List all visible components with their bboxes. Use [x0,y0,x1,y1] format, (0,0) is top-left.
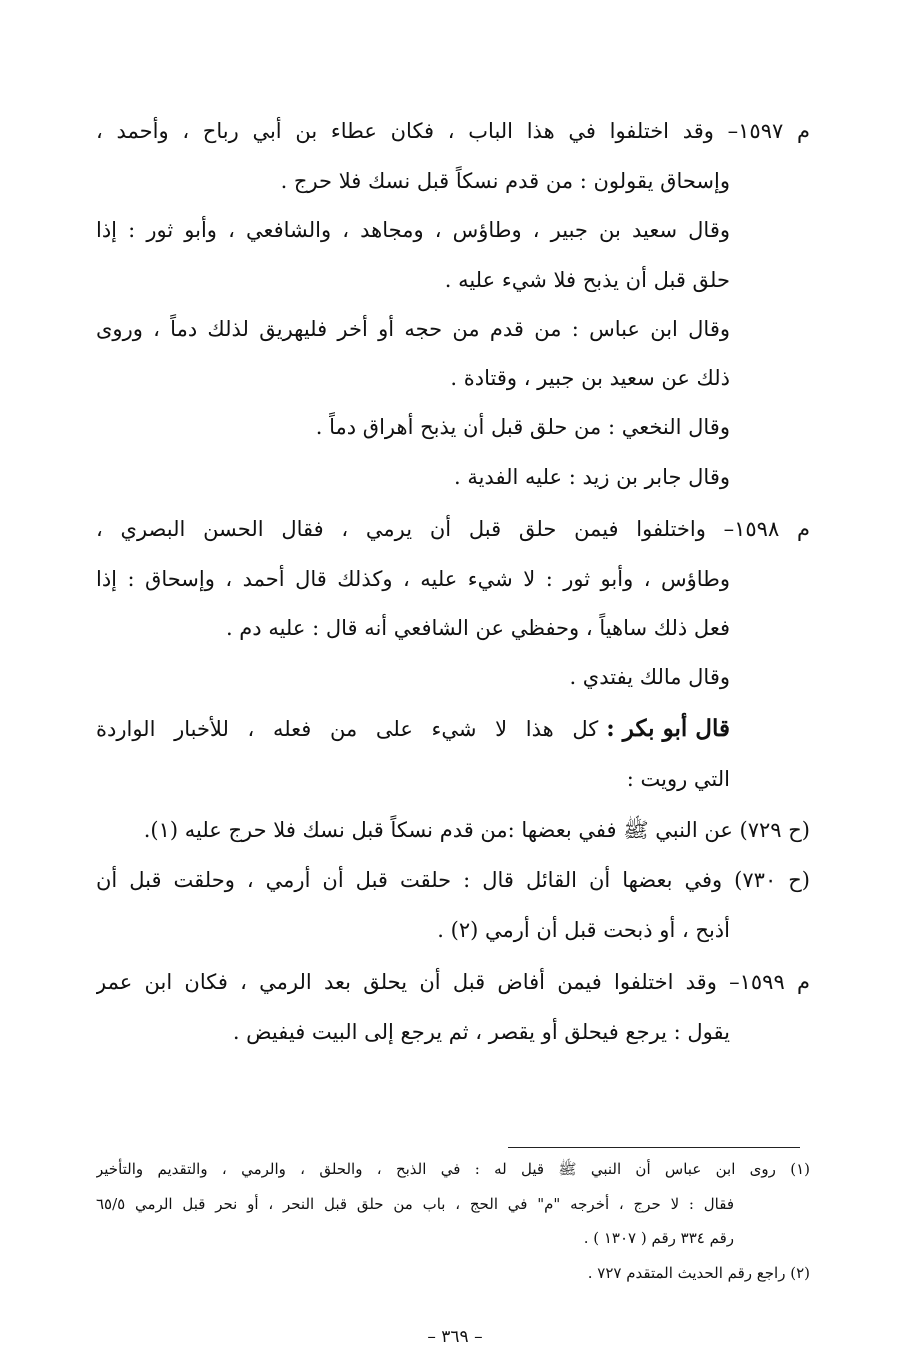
paragraph-1597-line-2: وإسحاق يقولون : من قدم نسكاً قبل نسك فلا حرج . [280,169,730,193]
hadith-730-line-1: (ح ٧٣٠) وفي بعضها أن القائل قال : حلقت قبل أن أرمي ، وحلقت قبل أن [96,868,810,892]
paragraph-1598-line-2: وطاؤس ، وأبو ثور : لا شيء عليه ، وكذلك قال أحمد ، وإسحاق : إذا [96,567,730,591]
footnote-1-line-3: رقم ٣٣٤ رقم ( ١٣٠٧ ) . [583,1229,734,1247]
abu-bakr-text: كل هذا لا شيء على من فعله ، للأخبار الواردة [96,717,599,741]
page-number: – ٣٦٩ – [427,1327,483,1347]
paragraph-ibn-abbas-line-2: ذلك عن سعيد بن جبير ، وقتادة . [450,366,730,390]
footnote-1-line-2: فقال : لا حرج ، أخرجه "م" في الحج ، باب من حلق قبل النحر ، أو نحر قبل الرمي ٦٥/٥ [96,1195,734,1213]
footnote-separator [508,1147,800,1148]
paragraph-1599-line-2: يقول : يرجع فيحلق أو يقصر ، ثم يرجع إلى البيت فيفيض . [232,1020,730,1044]
abu-bakr-lead: قال أبو بكر : [606,715,730,742]
footnote-2: (٢) راجع رقم الحديث المتقدم ٧٢٧ . [587,1264,810,1282]
paragraph-1599-line-1: م ١٥٩٩– وقد اختلفوا فيمن أفاض قبل أن يحلق بعد الرمي ، فكان ابن عمر [96,970,810,994]
paragraph-nakhai: وقال النخعي : من حلق قبل أن يذبح أهراق دماً . [315,415,730,439]
paragraph-1598-line-1: م ١٥٩٨– واختلفوا فيمن حلق قبل أن يرمي ، فقال الحسن البصري ، [96,517,810,541]
paragraph-abu-bakr-line-1 [96,711,730,747]
paragraph-said-line-2: حلق قبل أن يذبح فلا شيء عليه . [444,268,730,292]
paragraph-said-line-1: وقال سعيد بن جبير ، وطاؤس ، ومجاهد ، والشافعي ، وأبو ثور : إذا [96,218,730,242]
paragraph-1598-line-3: فعل ذلك ساهياً ، وحفظي عن الشافعي أنه قال : عليه دم . [225,616,730,640]
paragraph-abu-bakr-line-2: التي رويت : [626,767,730,791]
paragraph-ibn-abbas-line-1: وقال ابن عباس : من قدم من حجه أو أخر فليهريق لذلك دماً ، وروى [96,317,730,341]
paragraph-jabir: وقال جابر بن زيد : عليه الفدية . [453,465,730,489]
hadith-730-line-2: أذبح ، أو ذبحت قبل أن أرمي (٢) . [437,918,730,942]
paragraph-1597-line-1: م ١٥٩٧– وقد اختلفوا في هذا الباب ، فكان عطاء بن أبي رباح ، وأحمد ، [96,119,810,143]
hadith-729: (ح ٧٢٩) عن النبي ﷺ ففي بعضها :من قدم نسكاً قبل نسك فلا حرج عليه (١). [143,818,810,842]
paragraph-malik: وقال مالك يفتدي . [569,665,730,689]
footnote-1-line-1: (١) روى ابن عباس أن النبي ﷺ قيل له : في الذبح ، والحلق ، والرمي ، والتقديم والتأخير [96,1160,810,1178]
